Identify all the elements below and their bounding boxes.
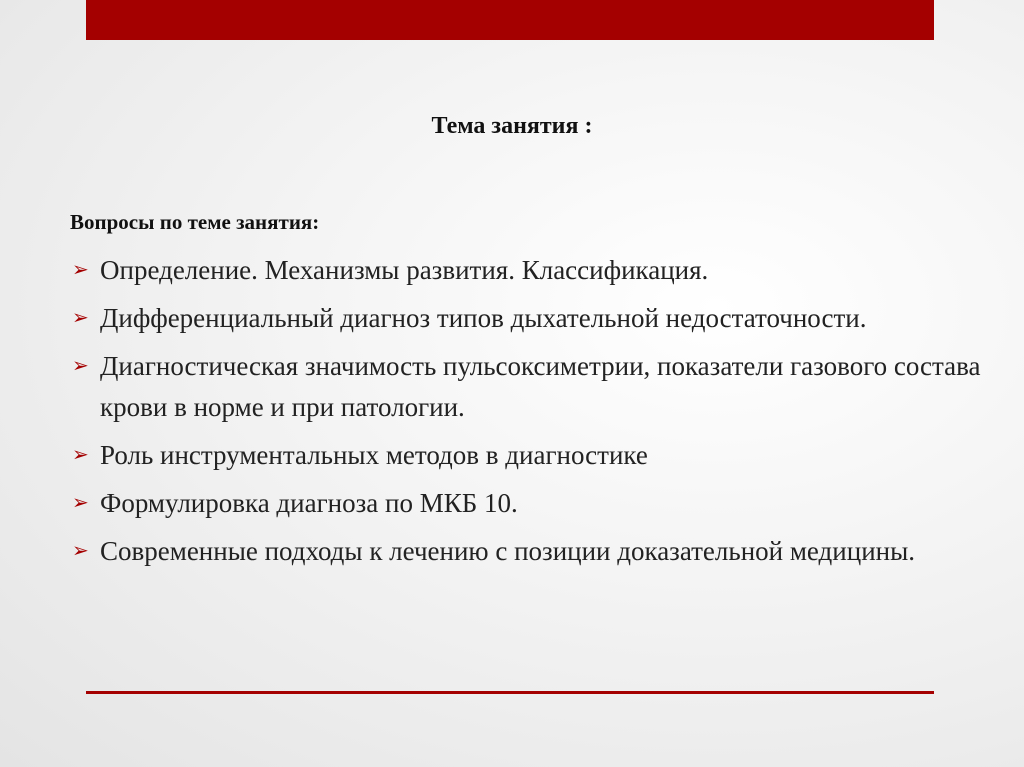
arrow-bullet-icon: ➢ bbox=[72, 492, 89, 514]
list-item bbox=[72, 346, 992, 428]
list-item-text: Определение. Механизмы развития. Классификация. bbox=[100, 255, 709, 285]
list-item-text: Формулировка диагноза по МКБ 10. bbox=[100, 488, 518, 518]
list-item-text: Диагностическая значимость пульсоксиметрии, показатели газового состава крови в норме и при патологии. bbox=[100, 351, 981, 422]
arrow-bullet-icon: ➢ bbox=[72, 355, 89, 377]
arrow-bullet-icon: ➢ bbox=[72, 444, 89, 466]
list-item bbox=[72, 435, 992, 476]
slide-title: Тема занятия : bbox=[431, 113, 593, 139]
list-item-text: Современные подходы к лечению с позиции доказательной медицины. bbox=[100, 536, 915, 566]
top-accent-bar bbox=[86, 0, 934, 40]
list-item bbox=[72, 483, 992, 524]
questions-list bbox=[72, 250, 992, 579]
list-item bbox=[72, 298, 992, 339]
arrow-bullet-icon: ➢ bbox=[72, 540, 89, 562]
questions-heading: Вопросы по теме занятия: bbox=[70, 210, 320, 234]
list-item bbox=[72, 250, 992, 291]
arrow-bullet-icon: ➢ bbox=[72, 259, 89, 281]
list-item-text: Дифференциальный диагноз типов дыхательной недостаточности. bbox=[100, 303, 867, 333]
bottom-divider bbox=[86, 691, 934, 694]
list-item bbox=[72, 531, 992, 572]
arrow-bullet-icon: ➢ bbox=[72, 307, 89, 329]
list-item-text: Роль инструментальных методов в диагностике bbox=[100, 440, 648, 470]
